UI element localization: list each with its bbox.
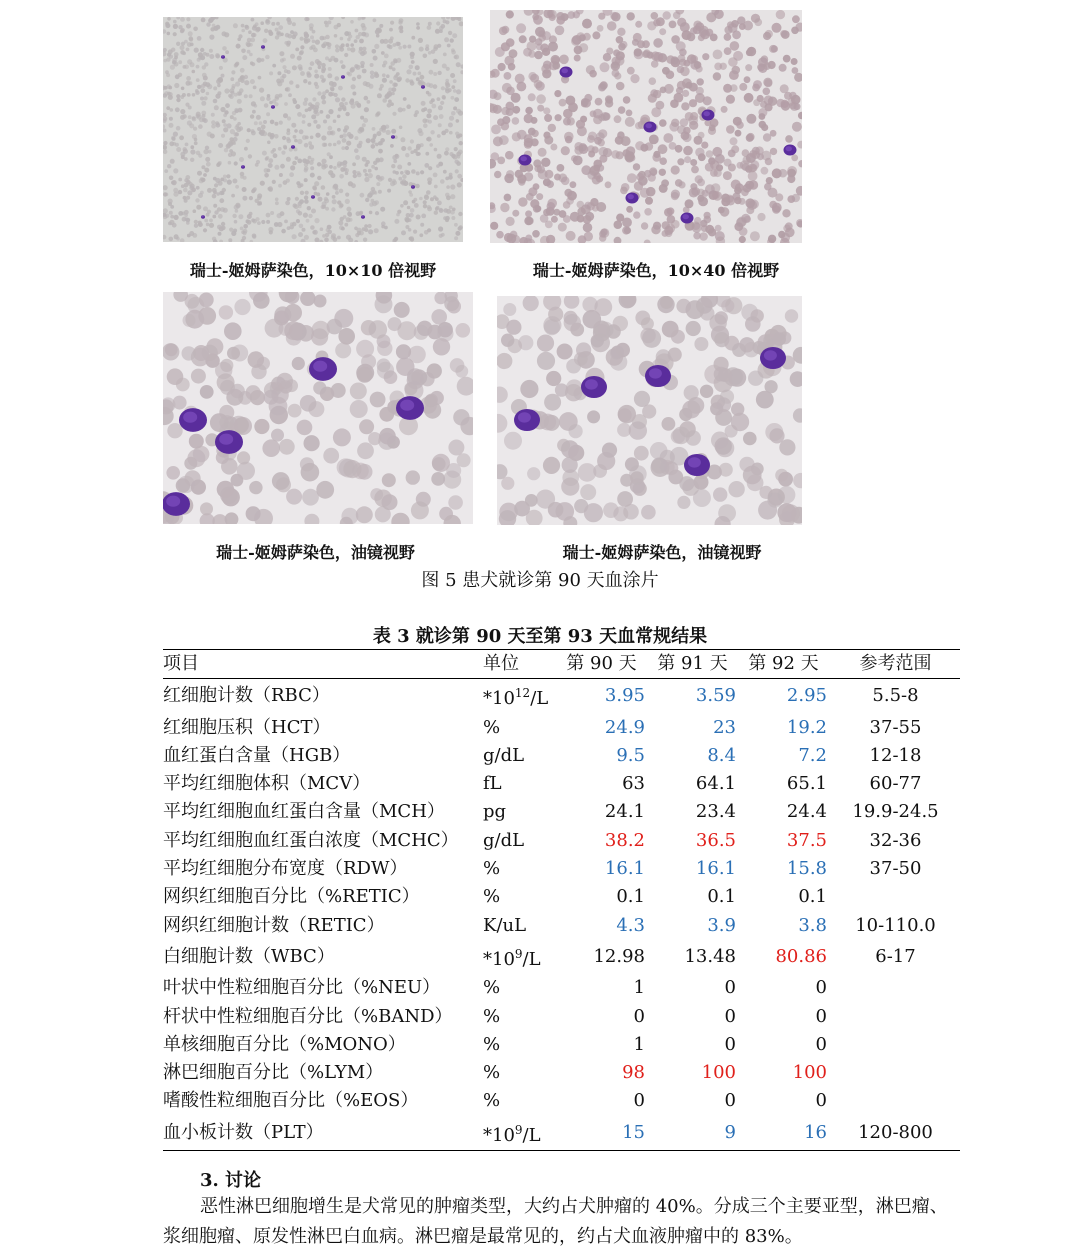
cell-d92: 16	[804, 1121, 827, 1143]
cell-d92: 0	[815, 1033, 827, 1055]
section-heading: 3. 讨论	[200, 1170, 262, 1191]
cell-d91: 3.59	[695, 685, 736, 707]
cell-reference	[831, 1087, 960, 1115]
cell-unit: %	[483, 1005, 501, 1027]
cell-d90: 16.1	[604, 858, 645, 880]
table-title: 表 3 就诊第 90 天至第 93 天血常规结果	[372, 626, 708, 647]
cell-d91: 13.48	[684, 945, 736, 967]
header-reference: 参考范围	[831, 650, 960, 679]
smear-image-oil-2	[497, 296, 802, 525]
table-row	[163, 1116, 960, 1151]
cell-d90: 98	[622, 1062, 645, 1084]
cell-d90: 3.95	[604, 685, 645, 707]
table-row	[163, 742, 960, 770]
cell-unit: %	[483, 886, 501, 908]
cell-d90: 38.2	[604, 829, 645, 851]
table-row	[163, 679, 960, 714]
table-row	[163, 855, 960, 883]
table-row	[163, 827, 960, 855]
cell-d90: 4.3	[616, 914, 645, 936]
table-row	[163, 1031, 960, 1059]
table-row	[163, 974, 960, 1002]
cell-d90: 1	[633, 1033, 645, 1055]
cell-reference	[831, 883, 960, 911]
cell-d91: 8.4	[707, 744, 736, 766]
cell-d90: 0	[633, 1005, 645, 1027]
cell-d91: 16.1	[695, 858, 736, 880]
panel-caption: 瑞士-姬姆萨染色，油镜视野	[216, 543, 415, 562]
table-header-row	[163, 650, 960, 679]
cell-item: 网织红细胞计数（RETIC）	[163, 914, 385, 936]
cell-d90: 12.98	[593, 945, 645, 967]
cell-d90: 15	[622, 1121, 645, 1143]
cell-item: 嗜酸性粒细胞百分比（%EOS）	[163, 1090, 419, 1112]
cell-unit: fL	[483, 773, 502, 795]
smear-image-10x10	[163, 17, 463, 242]
unit-base: *10	[483, 688, 515, 710]
cell-reference: 10-110.0	[855, 914, 936, 936]
cell-reference: 6-17	[875, 945, 916, 967]
cell-d91: 0	[724, 1033, 736, 1055]
table-row	[163, 798, 960, 826]
figure-title: 图 5 患犬就诊第 90 天血涂片	[421, 570, 659, 591]
cell-d92: 19.2	[786, 716, 827, 738]
cell-d92: 0	[815, 1090, 827, 1112]
cell-d92: 24.4	[786, 801, 827, 823]
cell-item: 平均红细胞血红蛋白含量（MCH）	[163, 801, 445, 823]
cell-reference: 12-18	[869, 744, 922, 766]
header-day91: 第 91 天	[649, 650, 740, 679]
panel-caption: 瑞士-姬姆萨染色，10×10 倍视野	[189, 261, 437, 280]
cell-d91: 64.1	[695, 773, 736, 795]
cell-d92: 0.1	[798, 886, 827, 908]
cell-unit: %	[483, 1033, 501, 1055]
cell-item: 红细胞压积（HCT）	[163, 716, 331, 738]
cell-unit: pg	[483, 801, 507, 823]
cell-reference: 37-55	[869, 716, 922, 738]
table-row	[163, 770, 960, 798]
unit-exponent: 9	[514, 1122, 523, 1137]
cell-item: 平均红细胞分布宽度（RDW）	[163, 858, 408, 880]
cell-d92: 37.5	[786, 829, 827, 851]
cell-d92: 100	[792, 1062, 827, 1084]
table-row	[163, 940, 960, 974]
table-row	[163, 883, 960, 911]
cell-d91: 0.1	[707, 886, 736, 908]
cell-d91: 23.4	[695, 801, 736, 823]
cell-reference: 120-800	[858, 1121, 933, 1143]
cell-reference	[831, 1059, 960, 1087]
unit-exponent: 12	[514, 686, 531, 701]
cell-reference: 19.9-24.5	[852, 801, 939, 823]
cell-item: 白细胞计数（WBC）	[163, 945, 335, 967]
smear-image-10x40	[490, 10, 802, 243]
cell-d90: 1	[633, 977, 645, 999]
smear-image-oil-1	[163, 292, 473, 524]
cell-unit: g/dL	[483, 829, 525, 851]
cell-unit: %	[483, 858, 501, 880]
cell-d91: 0	[724, 1090, 736, 1112]
cell-unit: K/uL	[483, 914, 527, 936]
cell-reference: 32-36	[869, 829, 922, 851]
table-row	[163, 1059, 960, 1087]
cell-unit: %	[483, 716, 501, 738]
section-paragraph: 恶性淋巴细胞增生是犬常见的肿瘤类型，大约占犬肿瘤的 40%。分成三个主要亚型，淋巴瘤、浆细胞瘤、原发性淋巴白血病。淋巴瘤是最常见的，约占犬血液肿瘤中的 83%。	[163, 1196, 948, 1247]
unit-tail: /L	[530, 688, 549, 710]
panel-caption: 瑞士-姬姆萨染色，油镜视野	[562, 543, 762, 562]
cell-d91: 0	[724, 977, 736, 999]
cell-reference	[831, 974, 960, 1002]
cell-d92: 65.1	[786, 773, 827, 795]
cell-d91: 23	[713, 716, 736, 738]
cell-d91: 3.9	[707, 914, 736, 936]
cell-unit	[483, 679, 558, 714]
cell-item: 单核细胞百分比（%MONO）	[163, 1033, 406, 1055]
cell-reference: 37-50	[869, 858, 922, 880]
cell-d91: 100	[701, 1062, 736, 1084]
cell-item: 平均红细胞血红蛋白浓度（MCHC）	[163, 829, 459, 851]
cell-unit: %	[483, 1062, 501, 1084]
unit-exponent: 9	[514, 946, 523, 961]
cell-d90: 9.5	[616, 744, 645, 766]
table-row	[163, 1087, 960, 1115]
header-item: 项目	[163, 650, 483, 679]
cell-item: 血小板计数（PLT）	[163, 1121, 324, 1143]
cell-unit	[483, 940, 558, 974]
header-day92: 第 92 天	[740, 650, 831, 679]
cell-d92: 0	[815, 1005, 827, 1027]
cell-item: 血红蛋白含量（HGB）	[163, 744, 351, 766]
cell-d92: 3.8	[798, 914, 827, 936]
cell-d90: 0.1	[616, 886, 645, 908]
cell-item: 叶状中性粒细胞百分比（%NEU）	[163, 977, 441, 999]
cell-item: 网织红细胞百分比（%RETIC）	[163, 886, 420, 908]
table-row	[163, 714, 960, 742]
cell-unit	[483, 1116, 558, 1151]
cell-d92: 15.8	[786, 858, 827, 880]
blood-results-table	[163, 649, 960, 1151]
unit-tail: /L	[522, 1124, 541, 1146]
unit-base: *10	[483, 948, 515, 970]
cell-reference	[831, 1031, 960, 1059]
cell-d92: 0	[815, 977, 827, 999]
cell-reference: 5.5-8	[872, 685, 919, 707]
cell-item: 平均红细胞体积（MCV）	[163, 773, 371, 795]
table-row	[163, 1003, 960, 1031]
header-unit: 单位	[483, 650, 558, 679]
panel-caption: 瑞士-姬姆萨染色，10×40 倍视野	[532, 261, 780, 280]
cell-d90: 24.1	[604, 801, 645, 823]
cell-d92: 80.86	[775, 945, 827, 967]
cell-item: 杆状中性粒细胞百分比（%BAND）	[163, 1005, 453, 1027]
cell-d90: 63	[622, 773, 645, 795]
unit-base: *10	[483, 1124, 515, 1146]
cell-unit: g/dL	[483, 744, 525, 766]
cell-d90: 24.9	[604, 716, 645, 738]
cell-d92: 2.95	[786, 685, 827, 707]
cell-unit: %	[483, 977, 501, 999]
cell-reference	[831, 1003, 960, 1031]
header-day90: 第 90 天	[558, 650, 649, 679]
cell-d91: 36.5	[695, 829, 736, 851]
cell-unit: %	[483, 1090, 501, 1112]
table-row	[163, 912, 960, 940]
cell-d91: 9	[724, 1121, 736, 1143]
cell-d90: 0	[633, 1090, 645, 1112]
cell-reference: 60-77	[869, 773, 922, 795]
unit-tail: /L	[522, 948, 541, 970]
cell-d92: 7.2	[798, 744, 827, 766]
cell-item: 红细胞计数（RBC）	[163, 685, 330, 707]
cell-d91: 0	[724, 1005, 736, 1027]
cell-item: 淋巴细胞百分比（%LYM）	[163, 1062, 384, 1084]
